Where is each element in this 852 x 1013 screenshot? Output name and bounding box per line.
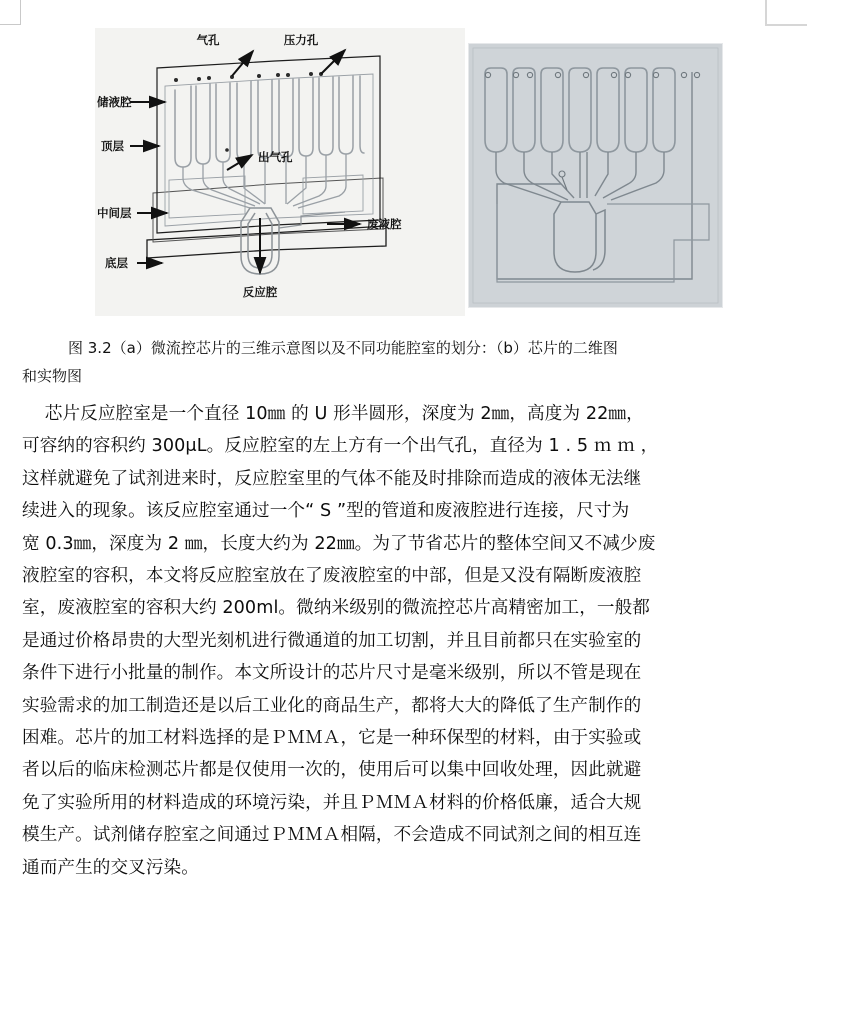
body-line-5: 宽 0.3㎜，深度为 2 ㎜，长度大约为 22㎜。为了节省芯片的整体空间又不减少废 [22, 533, 656, 554]
label-vent-hole: 出气孔 [258, 150, 293, 164]
body-line-3: 这样就避免了试剂进来时，反应腔室里的气体不能及时排除而造成的液体无法继 [22, 468, 642, 489]
body-line-7: 室，废液腔室的容积大约 200ml。微纳米级别的微流控芯片高精密加工，一般都 [22, 598, 651, 619]
figure-panel-b-photo [468, 43, 723, 308]
body-line-8: 是通过价格昂贵的大型光刻机进行微通道的加工切割，并且目前都只在实验室的 [22, 630, 642, 651]
body-line-9: 条件下进行小批量的制作。本文所设计的芯片尺寸是毫米级别，所以不管是现在 [22, 663, 642, 684]
body-line-14: 模生产。试剂储存腔室之间通过ＰＭＭＡ相隔，不会造成不同试剂之间的相互连 [22, 825, 642, 846]
page-crop-mark-top-left [0, 0, 21, 25]
body-line-11: 困难。芯片的加工材料选择的是ＰＭＭＡ，它是一种环保型的材料，由于实验或 [22, 728, 642, 749]
body-line-1: 芯片反应腔室是一个直径 10㎜ 的 U 形半圆形，深度为 2㎜，高度为 22㎜， [22, 404, 644, 424]
caption-line-2: 和实物图 [22, 367, 83, 385]
figure-caption [22, 334, 832, 390]
label-top-layer: 顶层 [101, 139, 124, 153]
body-line-15: 通而产生的交叉污染。 [22, 857, 199, 878]
body-line-2: 可容纳的容积约 300μL。反应腔室的左上方有一个出气孔，直径为 1 . 5 ｍ ｍ ， [22, 436, 659, 457]
body-text-container [22, 398, 834, 884]
body-line-10: 实验需求的加工制造还是以后工业化的商品生产，都将大大的降低了生产制作的 [22, 695, 642, 716]
label-pressure-hole: 压力孔 [283, 33, 319, 47]
label-bottom-layer: 底层 [105, 256, 128, 270]
figure-panel-a-schematic [95, 28, 465, 316]
label-air-hole: 气孔 [196, 33, 220, 47]
body-line-4: 续进入的现象。该反应腔室通过一个“ S ”型的管道和废液腔进行连接，尺寸为 [22, 501, 630, 522]
label-middle-layer: 中间层 [97, 206, 132, 220]
label-waste-chamber: 废液腔 [367, 217, 402, 231]
figure-3-2 [95, 28, 735, 316]
label-reservoir-chamber: 储液腔 [97, 95, 132, 109]
label-reaction-chamber: 反应腔 [242, 285, 278, 299]
body-paragraph [22, 398, 834, 884]
body-line-13: 免了实验所用的材料造成的环境污染，并且ＰＭＭＡ材料的价格低廉，适合大规 [22, 792, 642, 813]
body-line-12: 者以后的临床检测芯片都是仅使用一次的，使用后可以集中回收处理，因此就避 [22, 760, 642, 781]
caption-line-1: 图 3.2（a）微流控芯片的三维示意图以及不同功能腔室的划分：（b）芯片的二维图 [68, 339, 618, 357]
page-crop-mark-top-right [765, 0, 807, 26]
body-line-6: 液腔室的容积，本文将反应腔室放在了废液腔室的中部，但是又没有隔断废液腔 [22, 566, 642, 587]
